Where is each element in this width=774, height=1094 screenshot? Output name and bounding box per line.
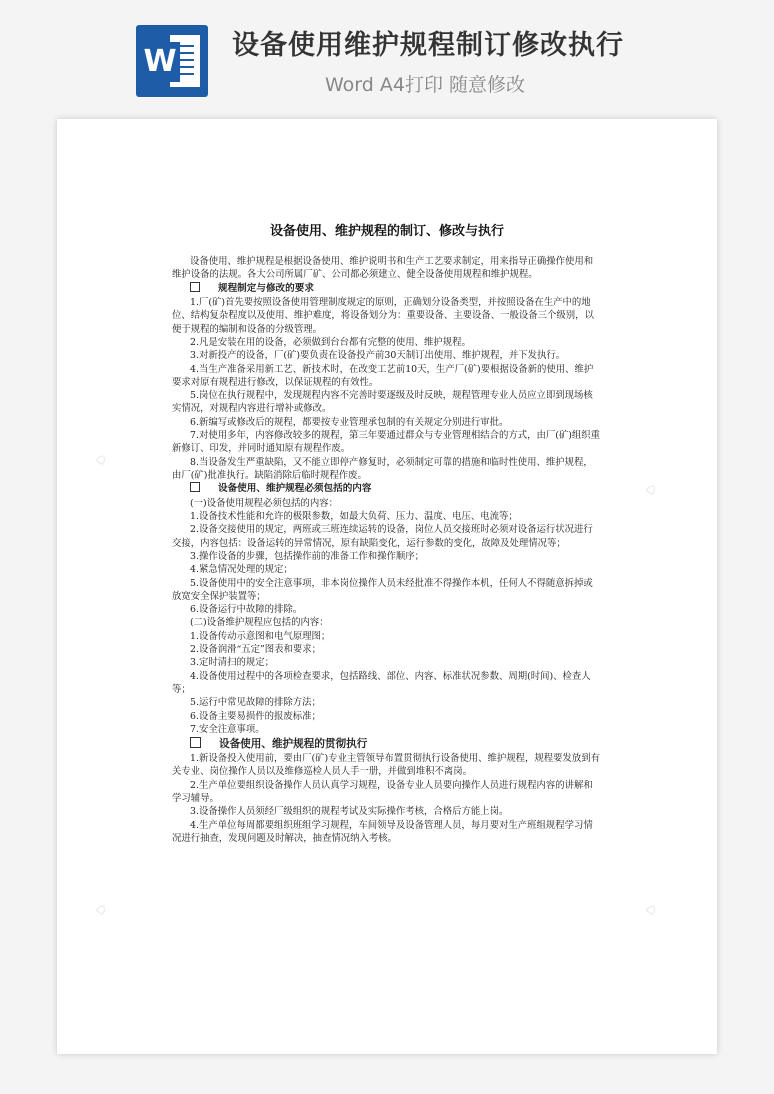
header xyxy=(0,0,774,110)
watermark: ⌂ xyxy=(92,897,112,920)
document-page xyxy=(57,119,717,1054)
paragraph: 3.定时清扫的规定； xyxy=(190,657,274,669)
intro-paragraph: 设备使用、维护规程是根据设备使用、维护说明书和生产工艺要求制定，用来指导正确操作使用和维护设备的法规。各大公司所属厂矿、公司都必须建立、健全设备使用规程和维护规程。 xyxy=(172,256,594,281)
paragraph: 1.新设备投入使用前，要由厂(矿)专业主管领导布置贯彻执行设备使用、维护规程，规程要发放到有关专业、岗位操作人员以及维修巡检人员人手一册，并做到堆积不离岗。 xyxy=(172,753,601,778)
paragraph: 3.设备操作人员须经厂级组织的规程考试及实际操作考核，合格后方能上岗。 xyxy=(190,806,509,818)
section-heading-3 xyxy=(172,736,602,752)
page-subtitle: Word A4打印 随意修改 xyxy=(325,74,526,96)
paragraph: 1.设备技术性能和允许的极限参数，如最大负荷、压力、温度、电压、电流等； xyxy=(190,511,518,523)
section-heading-1 xyxy=(172,282,602,297)
subheading: (一)设备使用规程必须包括的内容： xyxy=(190,497,338,509)
watermark: ⌂ xyxy=(92,447,112,470)
paragraph: 2.生产单位要组织设备操作人员认真学习规程，设备专业人员要向操作人员进行规程内容的讲解和学习辅导。 xyxy=(172,779,593,804)
paragraph: 2.设备交接使用的规定，两班或三班连续运转的设备，岗位人员交接班时必须对设备运行状况进行交接，内容包括：设备运转的异常情况，原有缺陷变化，运行参数的变化，故障及处理情况等； xyxy=(172,524,593,549)
subheading: (二)设备维护规程应包括的内容： xyxy=(190,617,329,629)
watermark: ⌂ xyxy=(642,477,662,500)
paragraph: 5.岗位在执行规程中，发现规程内容不完善时要逐级及时反映，规程管理专业人员应立即到现场核实情况，对规程内容进行增补或修改。 xyxy=(172,390,593,415)
paragraph: 4.生产单位每周都要组织班组学习规程，车间领导及设备管理人员，每月要对生产班组规程学习情况进行抽查，发现问题及时解决，抽查情况纳入考核。 xyxy=(172,819,593,844)
paragraph: 5.运行中常见故障的排除方法； xyxy=(190,697,321,709)
checkbox-icon xyxy=(190,482,200,492)
paragraph: 1.厂(矿)首先要按照设备使用管理制度规定的原则，正确划分设备类型，并按照设备在生产中的地位、结构复杂程度以及使用、维护难度，将设备划分为：重要设备、主要设备、一般设备三个级别，以便于规程的编制和设备的分级管理。 xyxy=(172,297,594,335)
document-title: 设备使用、维护规程的制订、修改与执行 xyxy=(269,224,504,239)
page-title: 设备使用维护规程制订修改执行 xyxy=(232,30,624,61)
document-body xyxy=(172,255,602,845)
paragraph: 6.设备主要易损件的报废标准； xyxy=(190,710,321,722)
paragraph: 8.当设备发生严重缺陷，又不能立即停产修复时，必须制定可靠的措施和临时性使用、维护规程，由厂(矿)批准执行。缺陷消除后临时规程作废。 xyxy=(172,456,593,481)
checkbox-icon xyxy=(190,282,200,292)
paragraph: 6.新编写或修改后的规程，都要按专业管理承包制的有关规定分别进行审批。 xyxy=(190,416,509,428)
section-heading-2 xyxy=(172,482,602,497)
word-letter: W xyxy=(140,42,180,82)
paragraph: 7.安全注意事项。 xyxy=(190,723,265,735)
section-title: 规程制定与修改的要求 xyxy=(218,282,314,294)
section-title: 设备使用、维护规程的贯彻执行 xyxy=(219,738,368,751)
paragraph: 7.对使用多年，内容修改较多的规程，第三年要通过群众与专业管理相结合的方式，由厂(矿)组织重新修订、印发，并同时通知原有规程作废。 xyxy=(172,430,601,455)
paragraph: 6.设备运行中故障的排除。 xyxy=(190,604,303,616)
paragraph: 5.设备使用中的安全注意事项，非本岗位操作人员未经批准不得操作本机，任何人不得随意拆掉或放宽安全保护装置等； xyxy=(172,577,593,602)
checkbox-icon xyxy=(190,737,201,748)
watermark: ⌂ xyxy=(642,897,662,920)
paragraph: 4.当生产准备采用新工艺、新技术时，在改变工艺前10天，生产厂(矿)要根据设备新的使用、维护要求对原有规程进行修改，以保证规程的有效性。 xyxy=(172,363,594,388)
section-title: 设备使用、维护规程必须包括的内容 xyxy=(218,483,372,495)
paragraph: 4.设备使用过程中的各项检查要求，包括路线、部位、内容、标准状况参数、周期(时间)、检查人等； xyxy=(172,670,591,695)
paragraph: 1.设备传动示意图和电气原理图； xyxy=(190,630,331,642)
paragraph: 3.对新投产的设备，厂(矿)要负责在设备投产前30天制订出使用、维护规程，并下发执行。 xyxy=(190,350,566,362)
paragraph: 3.操作设备的步骤，包括操作前的准备工作和操作顺序； xyxy=(190,550,424,562)
paragraph: 4.紧急情况处理的规定； xyxy=(190,564,293,576)
paragraph: 2.凡是安装在用的设备，必须做到台台都有完整的使用、维护规程。 xyxy=(190,336,471,348)
paragraph: 2.设备润滑“五定”图表和要求； xyxy=(190,644,322,656)
word-icon xyxy=(136,25,208,97)
